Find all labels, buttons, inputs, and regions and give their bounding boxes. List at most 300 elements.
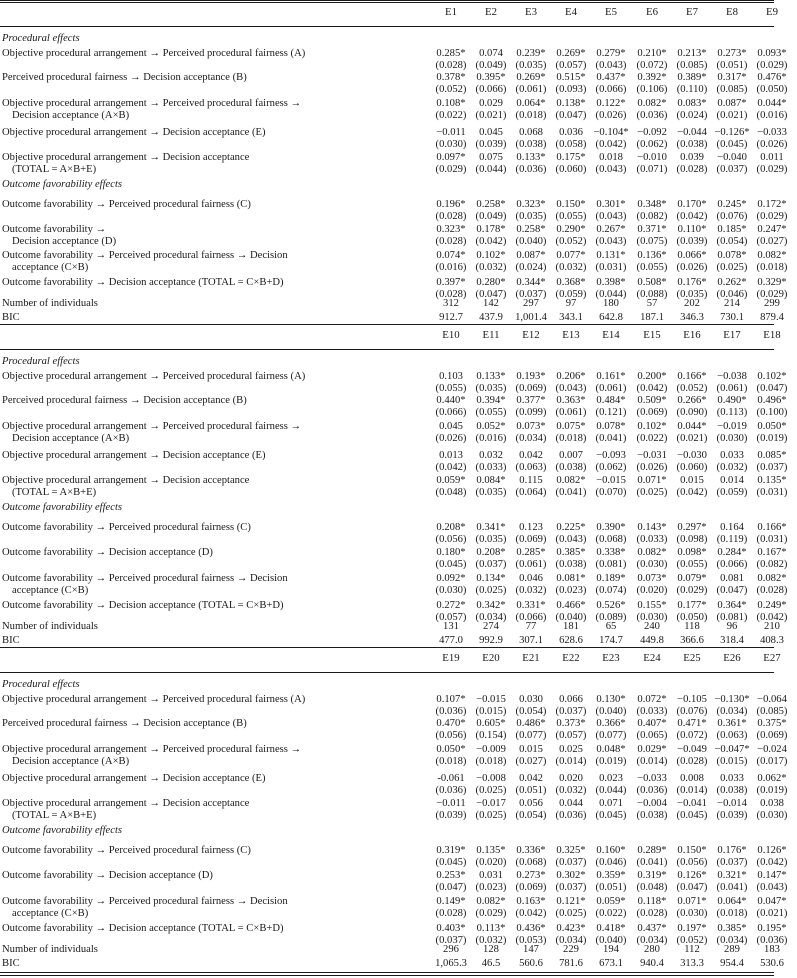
standard-error-cell: (0.018) <box>555 433 587 444</box>
header-rule <box>0 349 774 350</box>
coefficient-cell: 0.082* <box>637 547 667 558</box>
bic-cell: 879.4 <box>760 312 784 323</box>
standard-error-cell: (0.029) <box>756 289 788 300</box>
standard-error-cell: (0.057) <box>555 730 587 741</box>
coefficient-cell: 0.015 <box>680 475 704 486</box>
n-cell: 65 <box>605 621 617 632</box>
standard-error-cell: (0.043) <box>595 60 627 71</box>
bic-cell: 1,001.4 <box>515 312 547 323</box>
coefficient-cell: 0.122* <box>596 98 626 109</box>
bic-cell: 642.8 <box>599 312 623 323</box>
n-cell: 296 <box>443 944 459 955</box>
row-label: Objective procedural arrangement → Decision acceptance <box>2 475 250 486</box>
standard-error-cell: (0.035) <box>475 534 507 545</box>
standard-error-cell: (0.036) <box>435 785 467 796</box>
table-top-rule <box>0 0 774 1</box>
coefficient-cell: 0.496* <box>757 395 787 406</box>
coefficient-cell: 0.325* <box>556 845 586 856</box>
coefficient-cell: 0.166* <box>757 522 787 533</box>
standard-error-cell: (0.025) <box>475 810 507 821</box>
bic-cell: 954.4 <box>720 958 744 969</box>
coefficient-cell: 0.285* <box>516 547 546 558</box>
standard-error-cell: (0.028) <box>435 60 467 71</box>
row-label: Outcome favorability → Perceived procedural fairness (C) <box>2 522 251 533</box>
coefficient-cell: 0.050* <box>757 421 787 432</box>
coefficient-cell: 0.073* <box>516 421 546 432</box>
coefficient-cell: 0.036 <box>559 127 583 138</box>
standard-error-cell: (0.034) <box>636 935 668 946</box>
coefficient-cell: 0.042 <box>519 450 543 461</box>
coefficient-cell: 0.149* <box>436 896 466 907</box>
standard-error-cell: (0.035) <box>475 383 507 394</box>
coefficient-cell: 0.196* <box>436 199 466 210</box>
row-label: Objective procedural arrangement → Perceived procedural fairness → <box>2 744 302 755</box>
standard-error-cell: (0.025) <box>475 585 507 596</box>
standard-error-cell: (0.040) <box>595 706 627 717</box>
standard-error-cell: (0.031) <box>756 534 788 545</box>
standard-error-cell: (0.098) <box>676 534 708 545</box>
standard-error-cell: (0.042) <box>756 857 788 868</box>
coefficient-cell: 0.378* <box>436 72 466 83</box>
coefficient-cell: 0.392* <box>637 72 667 83</box>
standard-error-cell: (0.020) <box>636 585 668 596</box>
coefficient-cell: 0.208* <box>436 522 466 533</box>
row-label: Objective procedural arrangement → Decision acceptance <box>2 152 250 163</box>
standard-error-cell: (0.037) <box>555 706 587 717</box>
column-header: E22 <box>562 652 580 664</box>
row-label: Outcome favorability → Decision acceptance (TOTAL = C×B+D) <box>2 600 284 611</box>
standard-error-cell: (0.154) <box>475 730 507 741</box>
standard-error-cell: (0.043) <box>555 534 587 545</box>
coefficient-cell: 0.385* <box>556 547 586 558</box>
row-label: (TOTAL = A×B+E) <box>12 810 97 821</box>
standard-error-cell: (0.099) <box>515 407 547 418</box>
standard-error-cell: (0.056) <box>676 857 708 868</box>
coefficient-cell: 0.407* <box>637 718 667 729</box>
coefficient-cell: 0.115 <box>519 475 543 486</box>
standard-error-cell: (0.053) <box>515 935 547 946</box>
coefficient-cell: 0.134* <box>476 573 506 584</box>
standard-error-cell: (0.082) <box>636 211 668 222</box>
standard-error-cell: (0.038) <box>555 462 587 473</box>
column-header: E21 <box>522 652 540 664</box>
standard-error-cell: (0.032) <box>475 262 507 273</box>
standard-error-cell: (0.052) <box>555 236 587 247</box>
standard-error-cell: (0.075) <box>636 236 668 247</box>
coefficient-cell: 0.097* <box>436 152 466 163</box>
standard-error-cell: (0.065) <box>636 730 668 741</box>
standard-error-cell: (0.072) <box>676 730 708 741</box>
coefficient-cell: 0.160* <box>596 845 626 856</box>
coefficient-cell: 0.135* <box>476 845 506 856</box>
coefficient-cell: 0.068 <box>519 127 543 138</box>
column-header: E19 <box>442 652 460 664</box>
standard-error-cell: (0.016) <box>435 262 467 273</box>
row-label: acceptance (C×B) <box>12 908 89 919</box>
standard-error-cell: (0.045) <box>595 810 627 821</box>
standard-error-cell: (0.028) <box>756 585 788 596</box>
standard-error-cell: (0.031) <box>756 487 788 498</box>
bic-label: BIC <box>2 958 20 969</box>
n-cell: 202 <box>684 298 700 309</box>
n-cell: 274 <box>483 621 499 632</box>
coefficient-cell: 0.103 <box>439 371 463 382</box>
standard-error-cell: (0.047) <box>475 289 507 300</box>
standard-error-cell: (0.042) <box>595 139 627 150</box>
coefficient-cell: −0.015 <box>596 475 626 486</box>
standard-error-cell: (0.055) <box>636 262 668 273</box>
standard-error-cell: (0.032) <box>555 262 587 273</box>
coefficient-cell: 0.150* <box>677 845 707 856</box>
row-label: (TOTAL = A×B+E) <box>12 164 97 175</box>
standard-error-cell: (0.034) <box>475 612 507 623</box>
bic-cell: 343.1 <box>559 312 583 323</box>
coefficient-cell: 0.073* <box>637 573 667 584</box>
coefficient-cell: 0.486* <box>516 718 546 729</box>
standard-error-cell: (0.076) <box>716 211 748 222</box>
coefficient-cell: 0.213* <box>677 48 707 59</box>
coefficient-cell: 0.031 <box>479 870 503 881</box>
standard-error-cell: (0.055) <box>475 407 507 418</box>
coefficient-cell: −0.038 <box>717 371 747 382</box>
standard-error-cell: (0.029) <box>435 164 467 175</box>
n-cell: 181 <box>563 621 579 632</box>
section-heading-procedural: Procedural effects <box>2 679 80 690</box>
n-cell: 97 <box>565 298 577 309</box>
bic-label: BIC <box>2 312 20 323</box>
standard-error-cell: (0.121) <box>595 407 627 418</box>
coefficient-cell: 0.403* <box>436 923 466 934</box>
coefficient-cell: 0.030 <box>519 694 543 705</box>
coefficient-cell: 0.118* <box>637 896 667 907</box>
standard-error-cell: (0.055) <box>676 559 708 570</box>
standard-error-cell: (0.047) <box>555 110 587 121</box>
standard-error-cell: (0.072) <box>636 60 668 71</box>
coefficient-cell: 0.323* <box>436 224 466 235</box>
standard-error-cell: (0.043) <box>756 882 788 893</box>
standard-error-cell: (0.085) <box>716 84 748 95</box>
n-label: Number of individuals <box>2 298 98 309</box>
coefficient-cell: 0.185* <box>717 224 747 235</box>
standard-error-cell: (0.028) <box>435 908 467 919</box>
coefficient-cell: 0.373* <box>556 718 586 729</box>
standard-error-cell: (0.028) <box>435 289 467 300</box>
coefficient-cell: 0.366* <box>596 718 626 729</box>
standard-error-cell: (0.064) <box>515 487 547 498</box>
section-heading-outcome: Outcome favorability effects <box>2 825 123 836</box>
coefficient-cell: 0.398* <box>596 277 626 288</box>
coefficient-cell: 0.253* <box>436 870 466 881</box>
coefficient-cell: 0.046 <box>519 573 543 584</box>
coefficient-cell: 0.075 <box>479 152 503 163</box>
coefficient-cell: 0.077* <box>556 250 586 261</box>
standard-error-cell: (0.037) <box>756 462 788 473</box>
coefficient-cell: 0.102* <box>757 371 787 382</box>
standard-error-cell: (0.041) <box>555 487 587 498</box>
n-cell: 297 <box>523 298 539 309</box>
standard-error-cell: (0.054) <box>515 706 547 717</box>
standard-error-cell: (0.076) <box>676 706 708 717</box>
row-label: Objective procedural arrangement → Perceived procedural fairness → <box>2 421 302 432</box>
standard-error-cell: (0.059) <box>555 289 587 300</box>
coefficient-cell: 0.509* <box>637 395 667 406</box>
row-label: Outcome favorability → Perceived procedural fairness → Decision <box>2 896 288 907</box>
row-label: Outcome favorability → Decision acceptance (TOTAL = C×B+D) <box>2 277 284 288</box>
standard-error-cell: (0.037) <box>716 857 748 868</box>
standard-error-cell: (0.032) <box>716 462 748 473</box>
row-label: Outcome favorability → Decision acceptance (TOTAL = C×B+D) <box>2 923 284 934</box>
coefficient-cell: 0.176* <box>677 277 707 288</box>
row-label: Outcome favorability → Decision acceptance (D) <box>2 870 213 881</box>
coefficient-cell: 0.133* <box>516 152 546 163</box>
standard-error-cell: (0.032) <box>555 785 587 796</box>
column-header: E26 <box>723 652 741 664</box>
standard-error-cell: (0.026) <box>756 139 788 150</box>
coefficient-cell: 0.008 <box>680 773 704 784</box>
n-cell: 214 <box>724 298 740 309</box>
standard-error-cell: (0.054) <box>716 236 748 247</box>
standard-error-cell: (0.014) <box>676 785 708 796</box>
standard-error-cell: (0.029) <box>756 211 788 222</box>
coefficient-cell: 0.273* <box>516 870 546 881</box>
coefficient-cell: 0.526* <box>596 600 626 611</box>
coefficient-cell: 0.029 <box>479 98 503 109</box>
coefficient-cell: −0.033 <box>637 773 667 784</box>
coefficient-cell: −0.017 <box>476 798 506 809</box>
panel-separator-rule <box>0 647 774 648</box>
n-cell: 240 <box>644 621 660 632</box>
standard-error-cell: (0.033) <box>636 534 668 545</box>
standard-error-cell: (0.014) <box>555 756 587 767</box>
standard-error-cell: (0.019) <box>595 756 627 767</box>
standard-error-cell: (0.025) <box>475 785 507 796</box>
coefficient-cell: −0.093 <box>596 450 626 461</box>
standard-error-cell: (0.052) <box>676 383 708 394</box>
coefficient-cell: 0.363* <box>556 395 586 406</box>
standard-error-cell: (0.077) <box>515 730 547 741</box>
standard-error-cell: (0.085) <box>756 706 788 717</box>
coefficient-cell: 0.290* <box>556 224 586 235</box>
bic-label: BIC <box>2 635 20 646</box>
coefficient-cell: 0.136* <box>637 250 667 261</box>
coefficient-cell: 0.155* <box>637 600 667 611</box>
standard-error-cell: (0.119) <box>716 534 748 545</box>
coefficient-cell: 0.087* <box>717 98 747 109</box>
standard-error-cell: (0.034) <box>555 935 587 946</box>
standard-error-cell: (0.062) <box>595 462 627 473</box>
coefficient-cell: 0.170* <box>677 199 707 210</box>
coefficient-cell: 0.245* <box>717 199 747 210</box>
standard-error-cell: (0.089) <box>595 612 627 623</box>
standard-error-cell: (0.021) <box>756 908 788 919</box>
coefficient-cell: 0.470* <box>436 718 466 729</box>
bic-cell: 1,065.3 <box>435 958 467 969</box>
coefficient-cell: 0.087* <box>516 250 546 261</box>
standard-error-cell: (0.047) <box>716 585 748 596</box>
coefficient-cell: 0.121* <box>556 896 586 907</box>
standard-error-cell: (0.035) <box>515 60 547 71</box>
coefficient-cell: 0.200* <box>637 371 667 382</box>
coefficient-cell: 0.138* <box>556 98 586 109</box>
coefficient-cell: 0.045 <box>439 421 463 432</box>
column-header: E11 <box>482 329 500 341</box>
standard-error-cell: (0.034) <box>716 706 748 717</box>
standard-error-cell: (0.018) <box>515 110 547 121</box>
coefficient-cell: −0.004 <box>637 798 667 809</box>
standard-error-cell: (0.066) <box>515 612 547 623</box>
standard-error-cell: (0.051) <box>515 785 547 796</box>
standard-error-cell: (0.071) <box>636 164 668 175</box>
coefficient-cell: 0.011 <box>760 152 784 163</box>
standard-error-cell: (0.019) <box>756 785 788 796</box>
row-label: Objective procedural arrangement → Decision acceptance <box>2 798 250 809</box>
coefficient-cell: 0.083* <box>677 98 707 109</box>
coefficient-cell: 0.329* <box>757 277 787 288</box>
column-header: E6 <box>646 6 658 18</box>
coefficient-cell: −0.104* <box>593 127 629 138</box>
n-cell: 128 <box>483 944 499 955</box>
standard-error-cell: (0.060) <box>555 164 587 175</box>
coefficient-cell: 0.208* <box>476 547 506 558</box>
coefficient-cell: 0.297* <box>677 522 707 533</box>
coefficient-cell: −0.126* <box>714 127 750 138</box>
coefficient-cell: −0.008 <box>476 773 506 784</box>
bic-cell: 673.1 <box>599 958 623 969</box>
coefficient-cell: 0.269* <box>516 72 546 83</box>
bic-cell: 781.6 <box>559 958 583 969</box>
coefficient-cell: 0.178* <box>476 224 506 235</box>
coefficient-cell: 0.048* <box>596 744 626 755</box>
standard-error-cell: (0.038) <box>716 785 748 796</box>
standard-error-cell: (0.045) <box>435 559 467 570</box>
n-label: Number of individuals <box>2 944 98 955</box>
standard-error-cell: (0.046) <box>716 289 748 300</box>
coefficient-cell: −0.010 <box>637 152 667 163</box>
n-cell: 118 <box>684 621 700 632</box>
standard-error-cell: (0.047) <box>676 882 708 893</box>
standard-error-cell: (0.023) <box>555 585 587 596</box>
coefficient-cell: 0.013 <box>439 450 463 461</box>
standard-error-cell: (0.035) <box>475 487 507 498</box>
coefficient-cell: 0.361* <box>717 718 747 729</box>
coefficient-cell: -0.061 <box>437 773 465 784</box>
standard-error-cell: (0.029) <box>756 164 788 175</box>
column-header: E24 <box>643 652 661 664</box>
coefficient-cell: 0.180* <box>436 547 466 558</box>
standard-error-cell: (0.022) <box>595 908 627 919</box>
coefficient-cell: 0.338* <box>596 547 626 558</box>
coefficient-cell: −0.011 <box>436 798 466 809</box>
column-header: E13 <box>562 329 580 341</box>
row-label: acceptance (C×B) <box>12 585 89 596</box>
coefficient-cell: 0.072* <box>637 694 667 705</box>
coefficient-cell: 0.074 <box>479 48 503 59</box>
coefficient-cell: 0.075* <box>556 421 586 432</box>
coefficient-cell: 0.377* <box>516 395 546 406</box>
standard-error-cell: (0.042) <box>676 211 708 222</box>
standard-error-cell: (0.061) <box>716 383 748 394</box>
coefficient-cell: 0.064* <box>717 896 747 907</box>
coefficient-cell: 0.038 <box>760 798 784 809</box>
coefficient-cell: 0.440* <box>436 395 466 406</box>
coefficient-cell: 0.082* <box>757 573 787 584</box>
coefficient-cell: 0.189* <box>596 573 626 584</box>
table-bottom-rule-inner <box>0 975 774 976</box>
standard-error-cell: (0.054) <box>515 810 547 821</box>
coefficient-cell: 0.044 <box>559 798 583 809</box>
coefficient-cell: −0.011 <box>436 127 466 138</box>
coefficient-cell: 0.476* <box>757 72 787 83</box>
standard-error-cell: (0.034) <box>515 433 547 444</box>
coefficient-cell: 0.289* <box>637 845 667 856</box>
n-cell: 210 <box>764 621 780 632</box>
section-heading-procedural: Procedural effects <box>2 33 80 44</box>
standard-error-cell: (0.028) <box>676 756 708 767</box>
standard-error-cell: (0.030) <box>716 433 748 444</box>
coefficient-cell: −0.040 <box>717 152 747 163</box>
coefficient-cell: −0.130* <box>714 694 750 705</box>
standard-error-cell: (0.042) <box>636 383 668 394</box>
coefficient-cell: 0.042 <box>519 773 543 784</box>
coefficient-cell: 0.239* <box>516 48 546 59</box>
standard-error-cell: (0.068) <box>595 534 627 545</box>
coefficient-cell: −0.044 <box>677 127 707 138</box>
standard-error-cell: (0.069) <box>515 534 547 545</box>
bic-cell: 449.8 <box>640 635 664 646</box>
standard-error-cell: (0.093) <box>555 84 587 95</box>
coefficient-cell: 0.130* <box>596 694 626 705</box>
standard-error-cell: (0.106) <box>636 84 668 95</box>
row-label: Objective procedural arrangement → Decision acceptance (E) <box>2 450 266 461</box>
n-cell: 229 <box>563 944 579 955</box>
standard-error-cell: (0.030) <box>636 559 668 570</box>
standard-error-cell: (0.039) <box>676 236 708 247</box>
coefficient-cell: 0.471* <box>677 718 707 729</box>
standard-error-cell: (0.027) <box>756 236 788 247</box>
standard-error-cell: (0.030) <box>435 585 467 596</box>
standard-error-cell: (0.025) <box>636 487 668 498</box>
coefficient-cell: 0.050* <box>436 744 466 755</box>
standard-error-cell: (0.037) <box>716 164 748 175</box>
standard-error-cell: (0.066) <box>716 559 748 570</box>
coefficient-cell: 0.258* <box>516 224 546 235</box>
coefficient-cell: 0.032 <box>479 450 503 461</box>
coefficient-cell: 0.317* <box>717 72 747 83</box>
standard-error-cell: (0.044) <box>595 289 627 300</box>
standard-error-cell: (0.069) <box>515 882 547 893</box>
coefficient-cell: 0.508* <box>637 277 667 288</box>
coefficient-cell: 0.025 <box>559 744 583 755</box>
coefficient-cell: 0.210* <box>637 48 667 59</box>
coefficient-cell: 0.364* <box>717 600 747 611</box>
coefficient-cell: 0.071 <box>599 798 623 809</box>
coefficient-cell: 0.044* <box>677 421 707 432</box>
n-cell: 289 <box>724 944 740 955</box>
n-cell: 142 <box>483 298 499 309</box>
standard-error-cell: (0.037) <box>515 289 547 300</box>
standard-error-cell: (0.038) <box>636 810 668 821</box>
standard-error-cell: (0.074) <box>595 585 627 596</box>
panel-separator-rule <box>0 324 774 325</box>
coefficient-cell: 0.164 <box>720 522 744 533</box>
row-label: Objective procedural arrangement → Perceived procedural fairness (A) <box>2 694 306 705</box>
coefficient-cell: 0.490* <box>717 395 747 406</box>
n-cell: 112 <box>684 944 700 955</box>
bic-cell: 346.3 <box>680 312 704 323</box>
standard-error-cell: (0.061) <box>515 559 547 570</box>
standard-error-cell: (0.026) <box>676 262 708 273</box>
column-header: E17 <box>723 329 741 341</box>
